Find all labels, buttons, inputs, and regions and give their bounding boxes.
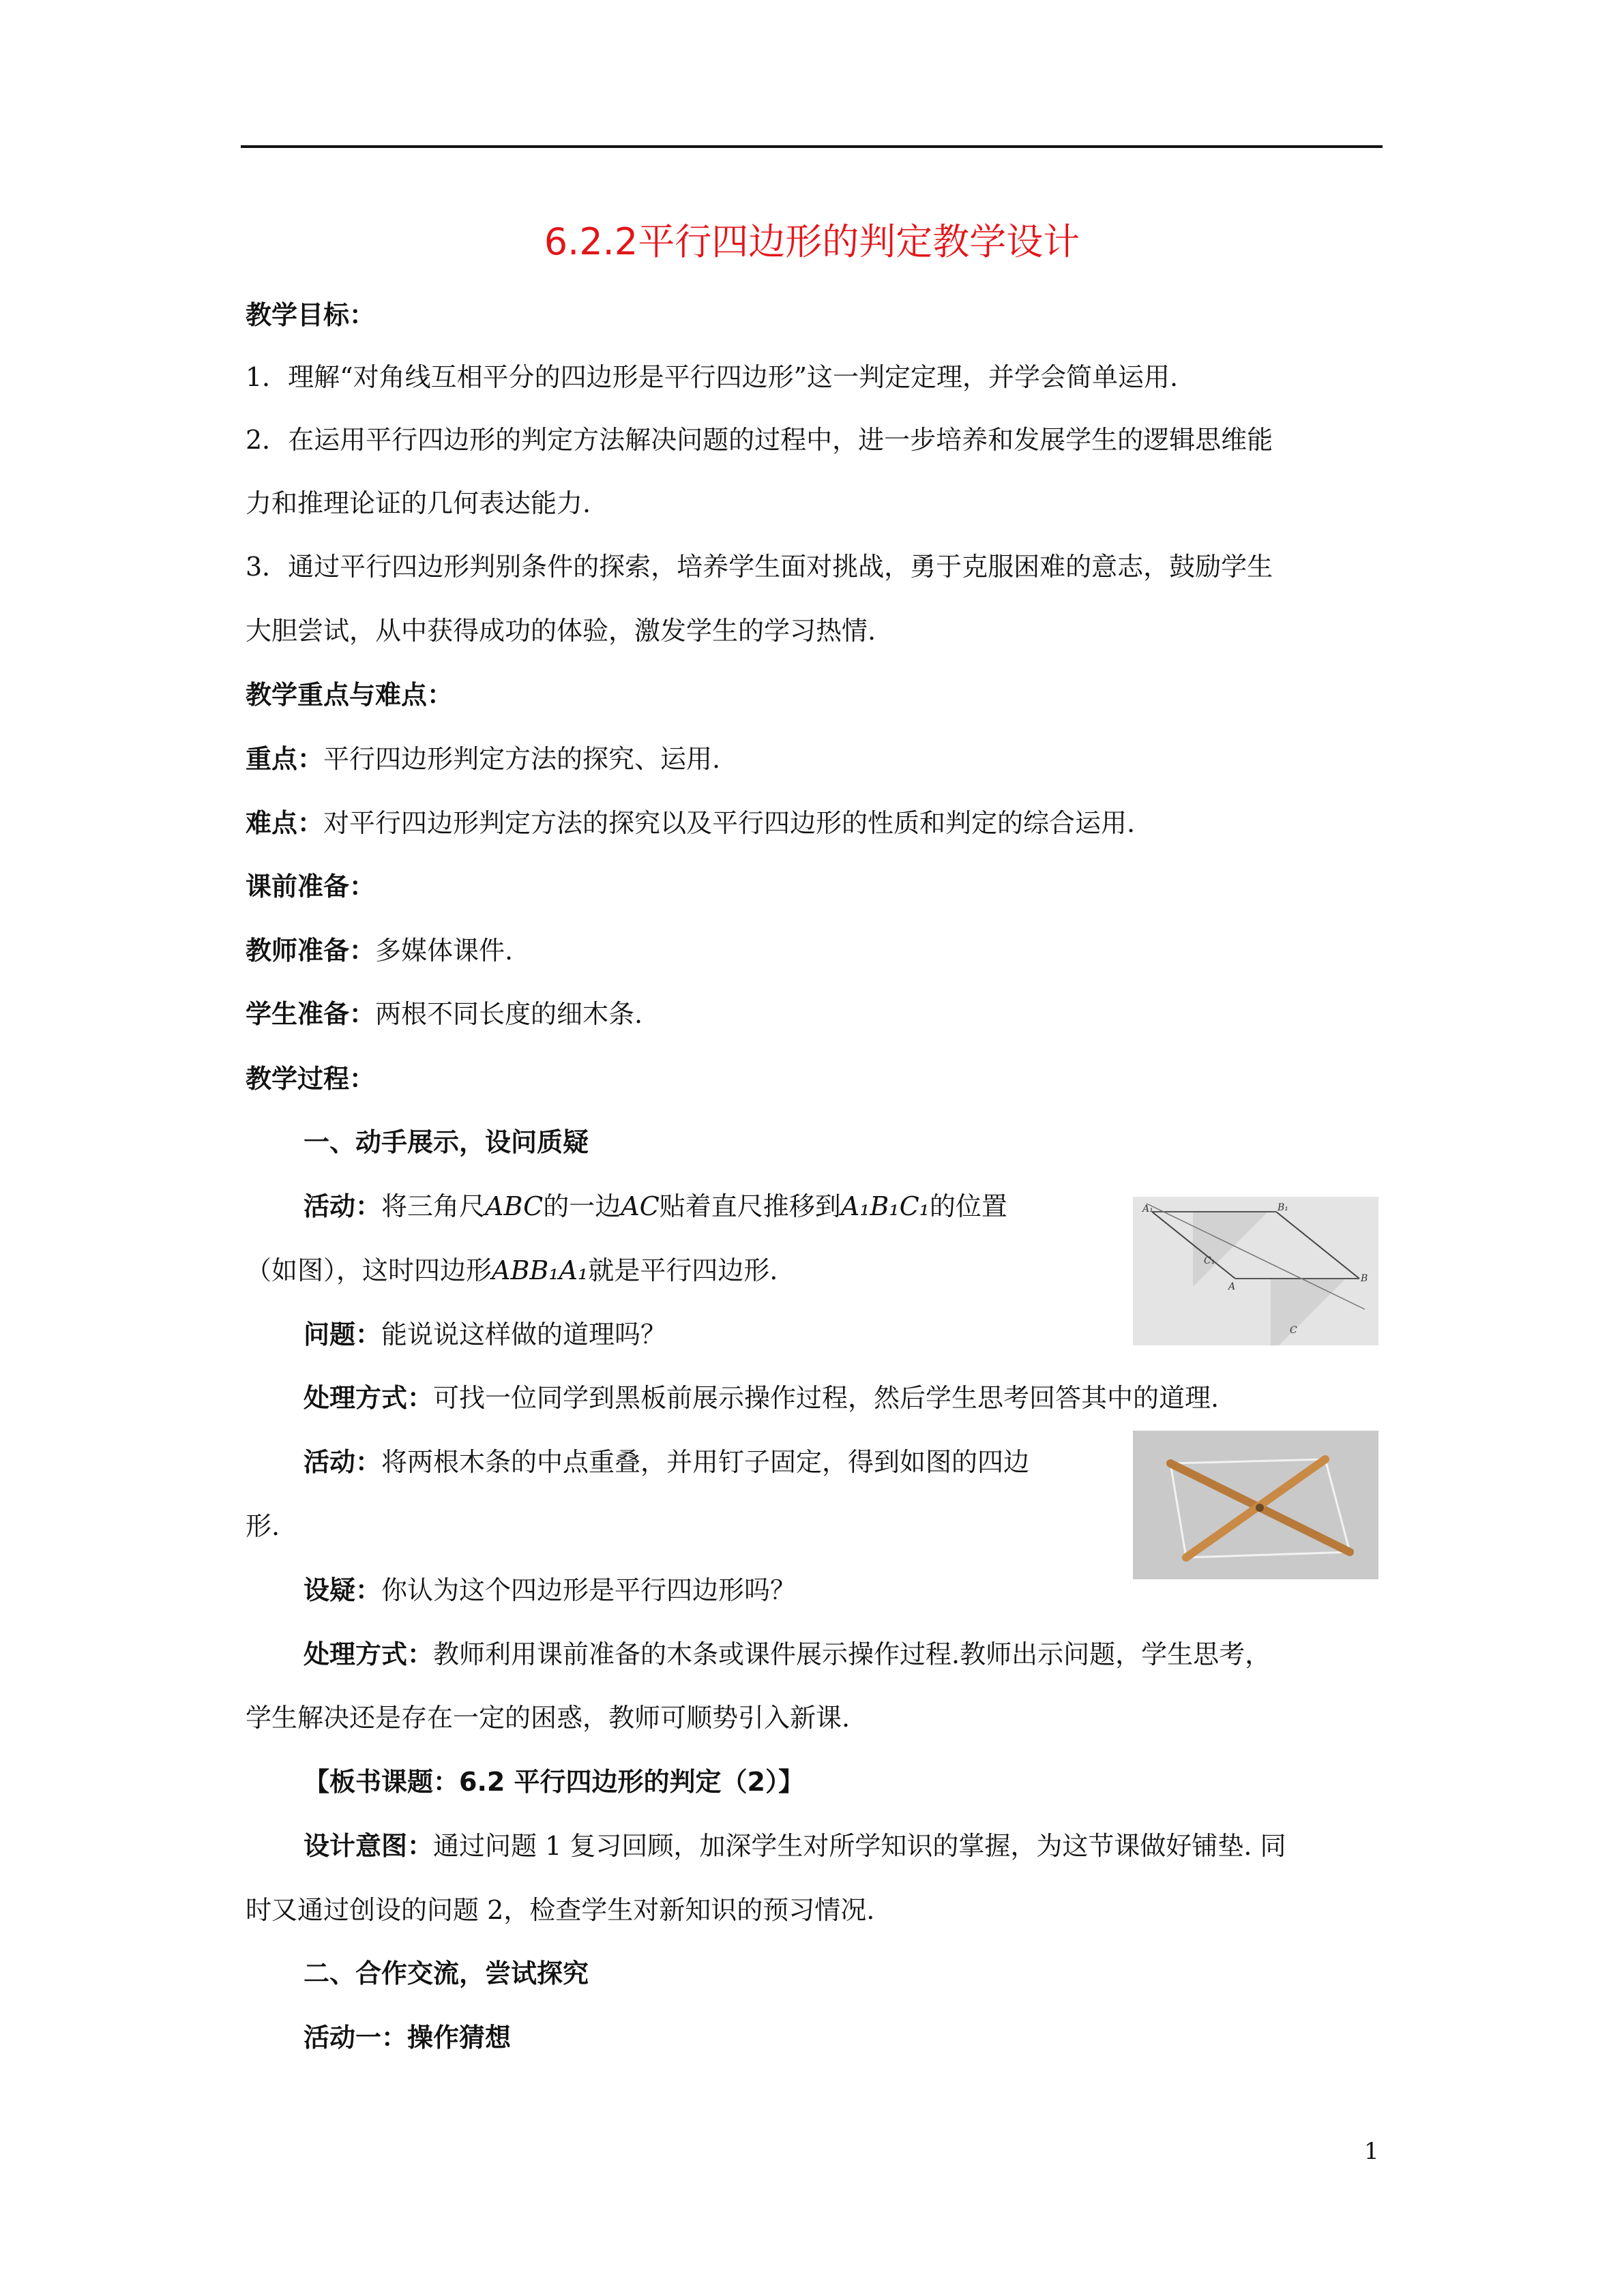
- fig-label-b: B: [1361, 1273, 1368, 1284]
- doubt-text: 你认为这个四边形是平行四边形吗？: [381, 1575, 797, 1605]
- activity-2-text: 将两根木条的中点重叠，并用钉子固定，得到如图的四边: [381, 1447, 1030, 1477]
- activity-2-line2: 形.: [246, 1511, 280, 1541]
- doubt-label: 设疑：: [304, 1575, 382, 1605]
- handling-1-label: 处理方式：: [304, 1383, 434, 1413]
- figure-wooden-sticks-svg: [1133, 1431, 1378, 1579]
- figure-triangle-translation-svg: [1133, 1197, 1378, 1345]
- activity-1-text-a: 将三角尺: [381, 1191, 486, 1221]
- handling-2-label: 处理方式：: [304, 1639, 434, 1669]
- design-intent-label: 设计意图：: [304, 1831, 434, 1861]
- objective-2-line1: 2．在运用平行四边形的判定方法解决问题的过程中，进一步培养和发展学生的逻辑思维能: [246, 425, 1273, 455]
- fig-label-b1: B₁: [1278, 1202, 1288, 1213]
- fig-label-c: C: [1290, 1325, 1297, 1336]
- objective-2-line2: 力和推理论证的几何表达能力.: [246, 488, 591, 518]
- keypoints-heading: 教学重点与难点：: [246, 680, 454, 710]
- difficult-point-text: 对平行四边形判定方法的探究以及平行四边形的性质和判定的综合运用.: [323, 808, 1136, 838]
- section-2-heading: 二、合作交流，尝试探究: [304, 1958, 589, 1988]
- fig-label-a: A: [1228, 1281, 1236, 1292]
- student-prep: [246, 1001, 643, 1027]
- activity-2: [304, 1449, 1029, 1475]
- wooden-stick-2: [1186, 1459, 1325, 1557]
- activity-2-label: 活动：: [304, 1447, 382, 1477]
- page-title: 6.2.2平行四边形的判定教学设计: [544, 220, 1080, 263]
- objective-3-line1: 3．通过平行四边形判别条件的探索，培养学生面对挑战，勇于克服困难的意志，鼓励学生: [246, 552, 1273, 582]
- question: [304, 1320, 667, 1350]
- triangle-abc: ABC: [485, 1191, 544, 1221]
- difficult-point: [246, 810, 1135, 836]
- figure-wooden-sticks-photo: [1133, 1431, 1378, 1579]
- key-point-label: 重点：: [246, 744, 324, 774]
- activity-1: [304, 1193, 1007, 1219]
- key-point: [246, 746, 720, 772]
- process-heading: 教学过程：: [246, 1064, 376, 1094]
- objectives-heading: 教学目标：: [246, 300, 376, 330]
- design-intent-text: 通过问题 1 复习回顾，加深学生对所学知识的掌握，为这节课做好铺垫. 同: [433, 1831, 1286, 1861]
- page-number: 1: [1364, 2138, 1379, 2165]
- activity-1-text-b: 的一边: [543, 1191, 621, 1221]
- key-point-text: 平行四边形判定方法的探究、运用.: [323, 744, 721, 774]
- fig-label-c1: C₁: [1204, 1255, 1215, 1266]
- header-rule: [241, 145, 1383, 148]
- triangle-abc-shape: [1271, 1279, 1346, 1345]
- teacher-prep-label: 教师准备：: [246, 936, 376, 966]
- objective-3-line2: 大胆尝试，从中获得成功的体验，激发学生的学习热情.: [246, 616, 876, 646]
- activity-1-text-f: 就是平行四边形.: [588, 1255, 778, 1285]
- prep-heading: 课前准备：: [246, 871, 376, 901]
- figure-triangle-translation: [1133, 1197, 1378, 1345]
- handling-1: [304, 1385, 1219, 1411]
- section-1-heading: 一、动手展示，设问质疑: [304, 1127, 589, 1157]
- handling-1-text: 可找一位同学到黑板前展示操作过程，然后学生思考回答其中的道理.: [433, 1383, 1220, 1413]
- question-label: 问题：: [304, 1320, 382, 1350]
- board-title: 【板书课题：6.2 平行四边形的判定（2）】: [304, 1767, 804, 1797]
- objective-1: 1．理解“对角线互相平分的四边形是平行四边形”这一判定定理，并学会简单运用.: [246, 362, 1179, 392]
- student-prep-text: 两根不同长度的细木条.: [375, 999, 643, 1029]
- design-intent-line2: 时又通过创设的问题 2，检查学生对新知识的预习情况.: [246, 1895, 875, 1925]
- design-intent: [304, 1833, 1286, 1859]
- fig-label-a1: A₁: [1142, 1204, 1153, 1214]
- teacher-prep: [246, 938, 513, 964]
- handling-2-line2: 学生解决还是存在一定的困惑，教师可顺势引入新课.: [246, 1703, 851, 1733]
- handling-2: [304, 1641, 1271, 1667]
- activity-1-text-c: 贴着直尺推移到: [659, 1191, 841, 1221]
- handling-2-text: 教师利用课前准备的木条或课件展示操作过程.教师出示问题，学生思考，: [433, 1639, 1271, 1669]
- position-a1b1c1: A₁B₁C₁: [840, 1191, 930, 1221]
- activity-1-text-d: 的位置: [929, 1191, 1007, 1221]
- quad-abb1a1: ABB₁A₁: [492, 1255, 589, 1285]
- difficult-point-label: 难点：: [246, 808, 324, 838]
- nail-pin: [1256, 1504, 1264, 1512]
- doubt: [304, 1577, 796, 1603]
- side-ac: AC: [621, 1191, 660, 1221]
- activity-one-heading: 活动一：操作猜想: [304, 2023, 512, 2053]
- activity-label: 活动：: [304, 1191, 382, 1221]
- activity-1-text-e: （如图），这时四边形: [246, 1255, 492, 1285]
- activity-1-line2: [246, 1257, 778, 1283]
- line-b1b: [1276, 1212, 1359, 1279]
- teacher-prep-text: 多媒体课件.: [375, 936, 514, 966]
- question-text: 能说说这样做的道理吗？: [381, 1320, 667, 1350]
- student-prep-label: 学生准备：: [246, 999, 376, 1029]
